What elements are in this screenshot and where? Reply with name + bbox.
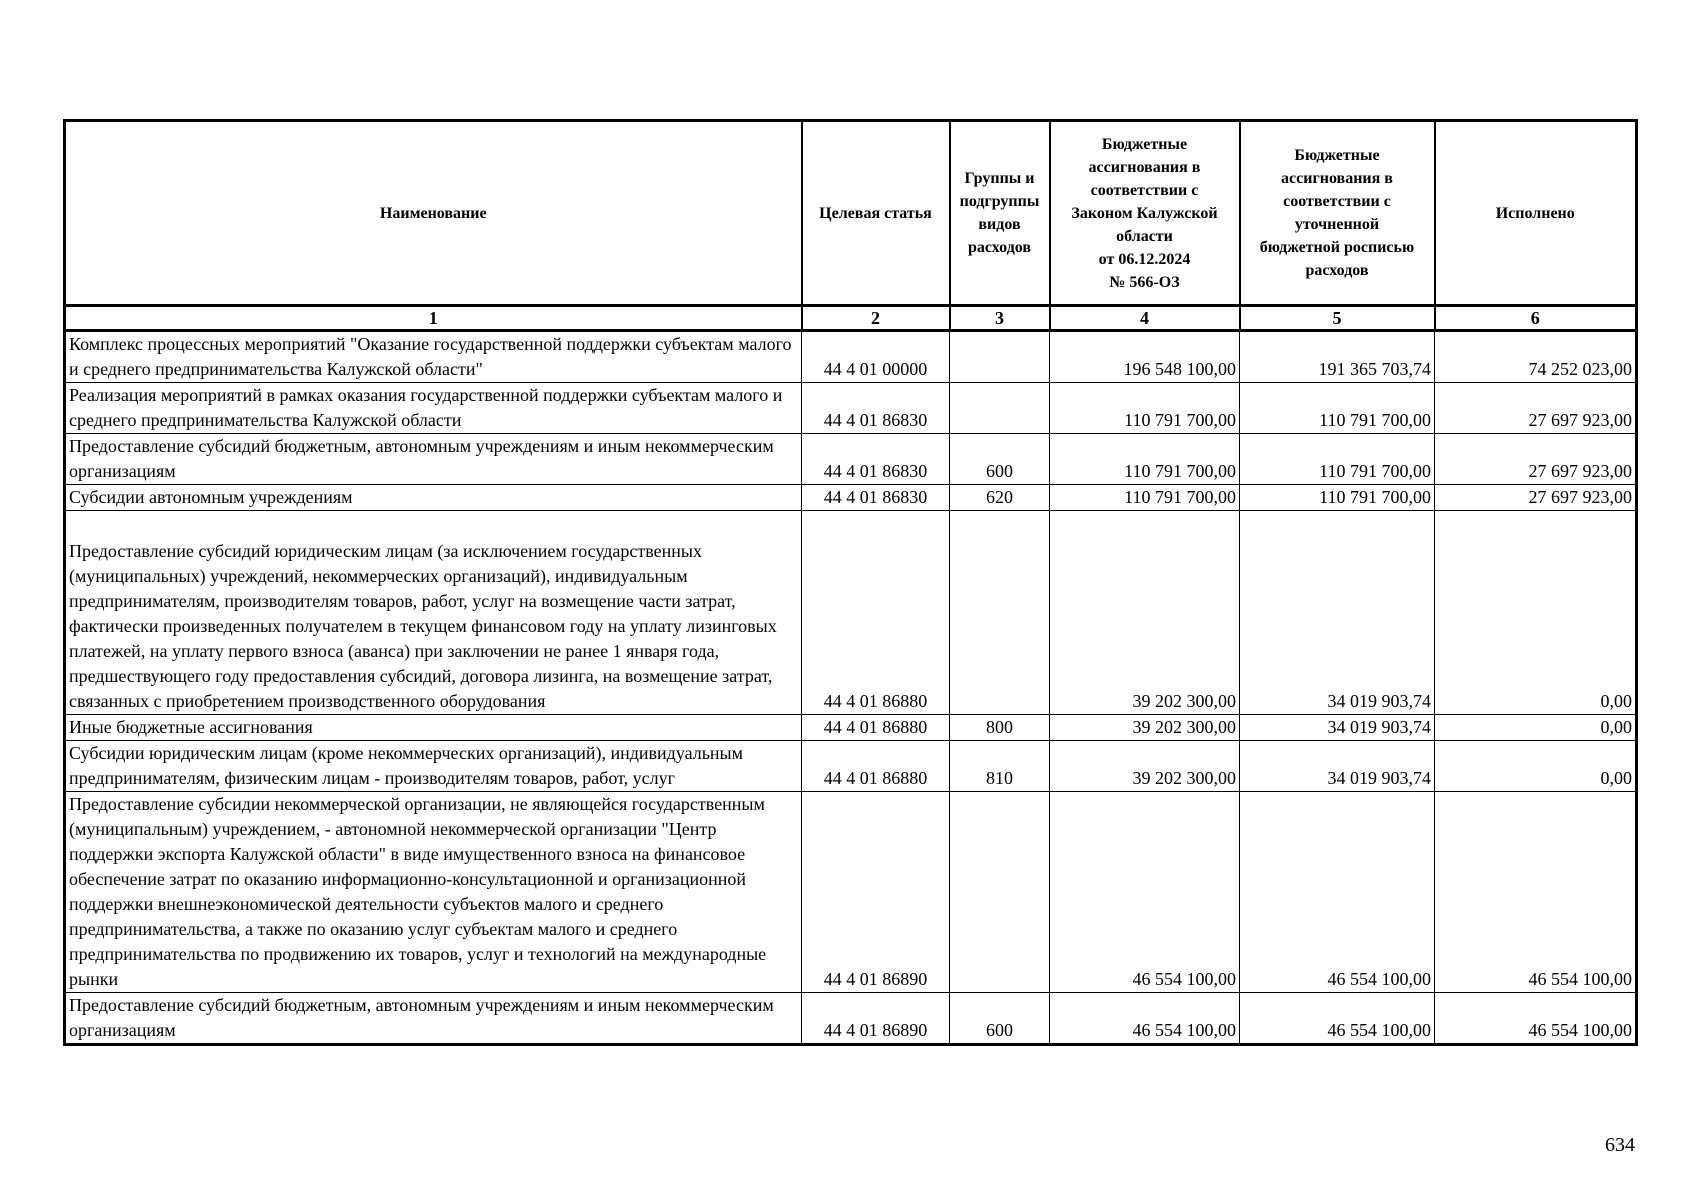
row-executed-amount: 0,00 bbox=[1435, 511, 1637, 715]
row-roster-amount: 34 019 903,74 bbox=[1240, 511, 1435, 715]
header-executed: Исполнено bbox=[1435, 121, 1637, 306]
row-target-article: 44 4 01 86890 bbox=[802, 792, 950, 993]
table-row bbox=[65, 792, 1637, 993]
row-expense-group: 800 bbox=[950, 715, 1050, 741]
row-name: Комплекс процессных мероприятий "Оказание государственной поддержки субъектам малого и среднего предпринимательства Калужской области" bbox=[65, 331, 802, 383]
row-expense-group bbox=[950, 792, 1050, 993]
row-target-article: 44 4 01 86830 bbox=[802, 383, 950, 434]
row-roster-amount: 46 554 100,00 bbox=[1240, 792, 1435, 993]
column-number: 1 bbox=[65, 306, 802, 331]
row-executed-amount: 27 697 923,00 bbox=[1435, 485, 1637, 511]
row-target-article: 44 4 01 86830 bbox=[802, 485, 950, 511]
row-roster-amount: 34 019 903,74 bbox=[1240, 741, 1435, 792]
row-expense-group: 810 bbox=[950, 741, 1050, 792]
header-expense-groups: Группы и подгруппы видов расходов bbox=[950, 121, 1050, 306]
column-number: 5 bbox=[1240, 306, 1435, 331]
row-executed-amount: 0,00 bbox=[1435, 741, 1637, 792]
table-row bbox=[65, 715, 1637, 741]
row-roster-amount: 191 365 703,74 bbox=[1240, 331, 1435, 383]
row-target-article: 44 4 01 00000 bbox=[802, 331, 950, 383]
header-law-allocations: Бюджетные ассигнования в соответствии с Законом Калужской области от 06.12.2024 № 566-ОЗ bbox=[1050, 121, 1240, 306]
row-target-article: 44 4 01 86830 bbox=[802, 434, 950, 485]
table-row bbox=[65, 741, 1637, 792]
row-name: Предоставление субсидий юридическим лицам (за исключением государственных (муниципальных) учреждений, некоммерческих организаций), индивидуальным предпринимателям, производителям товаров, работ, услуг на возмещение части затрат, фактически произведенных получателем в текущем финансовом году на уплату лизинговых платежей, на уплату первого взноса (аванса) при заключении не ранее 1 января года, предшествующего году предоставления субсидий, договора лизинга, на возмещение затрат, связанных с приобретением производственного оборудования bbox=[65, 511, 802, 715]
row-name: Предоставление субсидий бюджетным, автономным учреждениям и иным некоммерческим организациям bbox=[65, 434, 802, 485]
row-expense-group: 620 bbox=[950, 485, 1050, 511]
row-executed-amount: 27 697 923,00 bbox=[1435, 434, 1637, 485]
row-name: Предоставление субсидии некоммерческой организации, не являющейся государственным (муниципальным) учреждением, - автономной некоммерческой организации "Центр поддержки экспорта Калужской области" в виде имущественного взноса на финансовое обеспечение затрат по оказанию информационно-консультационной и организационной поддержки внешнеэкономической деятельности субъектов малого и среднего предпринимательства, а также по оказанию услуг субъектам малого и среднего предпринимательства по продвижению их товаров, услуг и технологий на международные рынки bbox=[65, 792, 802, 993]
budget-table bbox=[63, 119, 1638, 1046]
row-executed-amount: 27 697 923,00 bbox=[1435, 383, 1637, 434]
header-target-article: Целевая статья bbox=[802, 121, 950, 306]
row-name: Реализация мероприятий в рамках оказания государственной поддержки субъектам малого и среднего предпринимательства Калужской области bbox=[65, 383, 802, 434]
table-row bbox=[65, 434, 1637, 485]
row-law-amount: 110 791 700,00 bbox=[1050, 383, 1240, 434]
column-number: 3 bbox=[950, 306, 1050, 331]
page-number: 634 bbox=[1605, 1134, 1635, 1156]
column-number-row bbox=[65, 306, 1637, 331]
row-roster-amount: 34 019 903,74 bbox=[1240, 715, 1435, 741]
row-expense-group: 600 bbox=[950, 434, 1050, 485]
row-expense-group bbox=[950, 511, 1050, 715]
column-number: 6 bbox=[1435, 306, 1637, 331]
column-number: 2 bbox=[802, 306, 950, 331]
row-executed-amount: 74 252 023,00 bbox=[1435, 331, 1637, 383]
row-roster-amount: 110 791 700,00 bbox=[1240, 434, 1435, 485]
header-name: Наименование bbox=[65, 121, 802, 306]
row-executed-amount: 0,00 bbox=[1435, 715, 1637, 741]
row-target-article: 44 4 01 86890 bbox=[802, 993, 950, 1045]
row-name: Субсидии автономным учреждениям bbox=[65, 485, 802, 511]
row-target-article: 44 4 01 86880 bbox=[802, 511, 950, 715]
table-row bbox=[65, 331, 1637, 383]
row-expense-group: 600 bbox=[950, 993, 1050, 1045]
row-roster-amount: 110 791 700,00 bbox=[1240, 485, 1435, 511]
row-expense-group bbox=[950, 383, 1050, 434]
row-expense-group bbox=[950, 331, 1050, 383]
row-law-amount: 46 554 100,00 bbox=[1050, 993, 1240, 1045]
table-row bbox=[65, 383, 1637, 434]
table-row bbox=[65, 485, 1637, 511]
table-row bbox=[65, 993, 1637, 1045]
header-row bbox=[65, 121, 1637, 306]
row-name: Субсидии юридическим лицам (кроме некоммерческих организаций), индивидуальным предпринимателям, физическим лицам - производителям товаров, работ, услуг bbox=[65, 741, 802, 792]
row-executed-amount: 46 554 100,00 bbox=[1435, 993, 1637, 1045]
row-target-article: 44 4 01 86880 bbox=[802, 715, 950, 741]
row-target-article: 44 4 01 86880 bbox=[802, 741, 950, 792]
row-roster-amount: 110 791 700,00 bbox=[1240, 383, 1435, 434]
row-law-amount: 110 791 700,00 bbox=[1050, 434, 1240, 485]
row-executed-amount: 46 554 100,00 bbox=[1435, 792, 1637, 993]
row-roster-amount: 46 554 100,00 bbox=[1240, 993, 1435, 1045]
row-law-amount: 39 202 300,00 bbox=[1050, 741, 1240, 792]
row-law-amount: 39 202 300,00 bbox=[1050, 511, 1240, 715]
row-law-amount: 39 202 300,00 bbox=[1050, 715, 1240, 741]
row-law-amount: 46 554 100,00 bbox=[1050, 792, 1240, 993]
row-name: Иные бюджетные ассигнования bbox=[65, 715, 802, 741]
table-row bbox=[65, 511, 1637, 715]
row-name: Предоставление субсидий бюджетным, автономным учреждениям и иным некоммерческим организациям bbox=[65, 993, 802, 1045]
row-law-amount: 196 548 100,00 bbox=[1050, 331, 1240, 383]
header-roster-allocations: Бюджетные ассигнования в соответствии с уточненной бюджетной росписью расходов bbox=[1240, 121, 1435, 306]
column-number: 4 bbox=[1050, 306, 1240, 331]
row-law-amount: 110 791 700,00 bbox=[1050, 485, 1240, 511]
